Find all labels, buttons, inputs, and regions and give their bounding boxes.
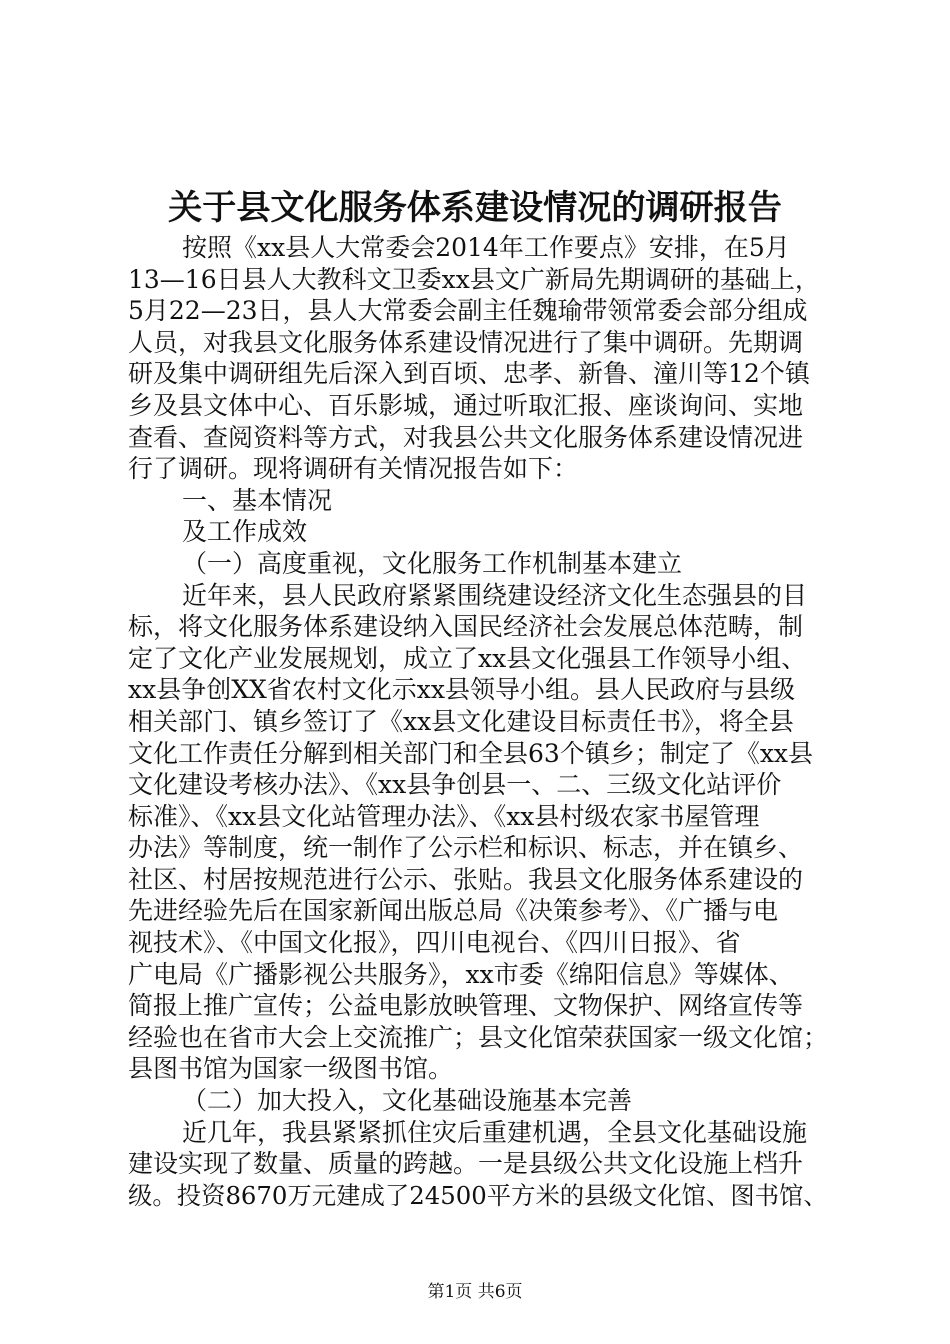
text-line: 文化建设考核办法》、《xx县争创县一、二、三级文化站评价: [128, 770, 782, 800]
text-line: 近几年，我县紧紧抓住灾后重建机遇，全县文化基础设施: [182, 1117, 808, 1147]
document-body: [128, 232, 828, 1211]
text-line: 标准》、《xx县文化站管理办法》、《xx县村级农家书屋管理: [128, 801, 760, 831]
text-line: 5月22—23日，县人大常委会副主任魏瑜带领常委会部分组成: [128, 296, 808, 326]
text-line: 按照《xx县人大常委会2014年工作要点》安排，在5月: [182, 233, 790, 262]
subsection-heading: （二）加大投入，文化基础设施基本完善: [182, 1086, 633, 1116]
text-line: 相关部门、镇乡签订了《xx县文化建设目标责任书》，将全县: [128, 706, 794, 736]
text-line: xx县争创XX省农村文化示xx县领导小组。县人民政府与县级: [128, 675, 795, 705]
text-line: 查看、查阅资料等方式，对我县公共文化服务体系建设情况进: [128, 422, 804, 452]
text-line: 县图书馆为国家一级图书馆。: [128, 1054, 454, 1084]
text-line: 标，将文化服务体系建设纳入国民经济社会发展总体范畴，制: [128, 612, 804, 642]
text-line: 社区、村居按规范进行公示、张贴。我县文化服务体系建设的: [128, 864, 804, 894]
text-line: 研及集中调研组先后深入到百顷、忠孝、新鲁、潼川等12个镇: [128, 359, 810, 389]
text-line: 建设实现了数量、质量的跨越。一是县级公共文化设施上档升: [128, 1149, 804, 1179]
document-title: 关于县文化服务体系建设情况的调研报告: [168, 188, 782, 228]
text-line: 文化工作责任分解到相关部门和全县63个镇乡；制定了《xx县: [128, 738, 814, 768]
section-heading: 及工作成效: [182, 517, 308, 547]
text-line: 近年来，县人民政府紧紧围绕建设经济文化生态强县的目: [182, 580, 808, 610]
text-line: 经验也在省市大会上交流推广；县文化馆荣获国家一级文化馆；: [128, 1022, 829, 1052]
text-line: 广电局《广播影视公共服务》，xx市委《绵阳信息》等媒体、: [128, 959, 794, 989]
text-line: 办法》等制度，统一制作了公示栏和标识、标志，并在镇乡、: [128, 833, 804, 863]
subsection-heading: （一）高度重视，文化服务工作机制基本建立: [182, 548, 683, 578]
text-line: 乡及县文体中心、百乐影城，通过听取汇报、座谈询问、实地: [128, 390, 804, 420]
text-line: 简报上推广宣传；公益电影放映管理、文物保护、网络宣传等: [128, 991, 804, 1021]
text-line: 13—16日县人大教科文卫委xx县文广新局先期调研的基础上，: [128, 264, 820, 294]
text-line: 人员，对我县文化服务体系建设情况进行了集中调研。先期调: [128, 327, 804, 357]
text-line: 行了调研。现将调研有关情况报告如下：: [128, 454, 579, 484]
page-footer: 第1页 共6页: [427, 1282, 523, 1302]
text-line: 定了文化产业发展规划，成立了xx县文化强县工作领导小组、: [128, 643, 807, 673]
text-line: 视技术》、《中国文化报》，四川电视台、《四川日报》、省: [128, 928, 741, 958]
text-line: 级。投资8670万元建成了24500平方米的县级文化馆、图书馆、: [128, 1180, 828, 1210]
text-line: 先进经验先后在国家新闻出版总局《决策参考》、《广播与电: [128, 896, 779, 926]
section-heading: 一、基本情况: [182, 485, 333, 515]
